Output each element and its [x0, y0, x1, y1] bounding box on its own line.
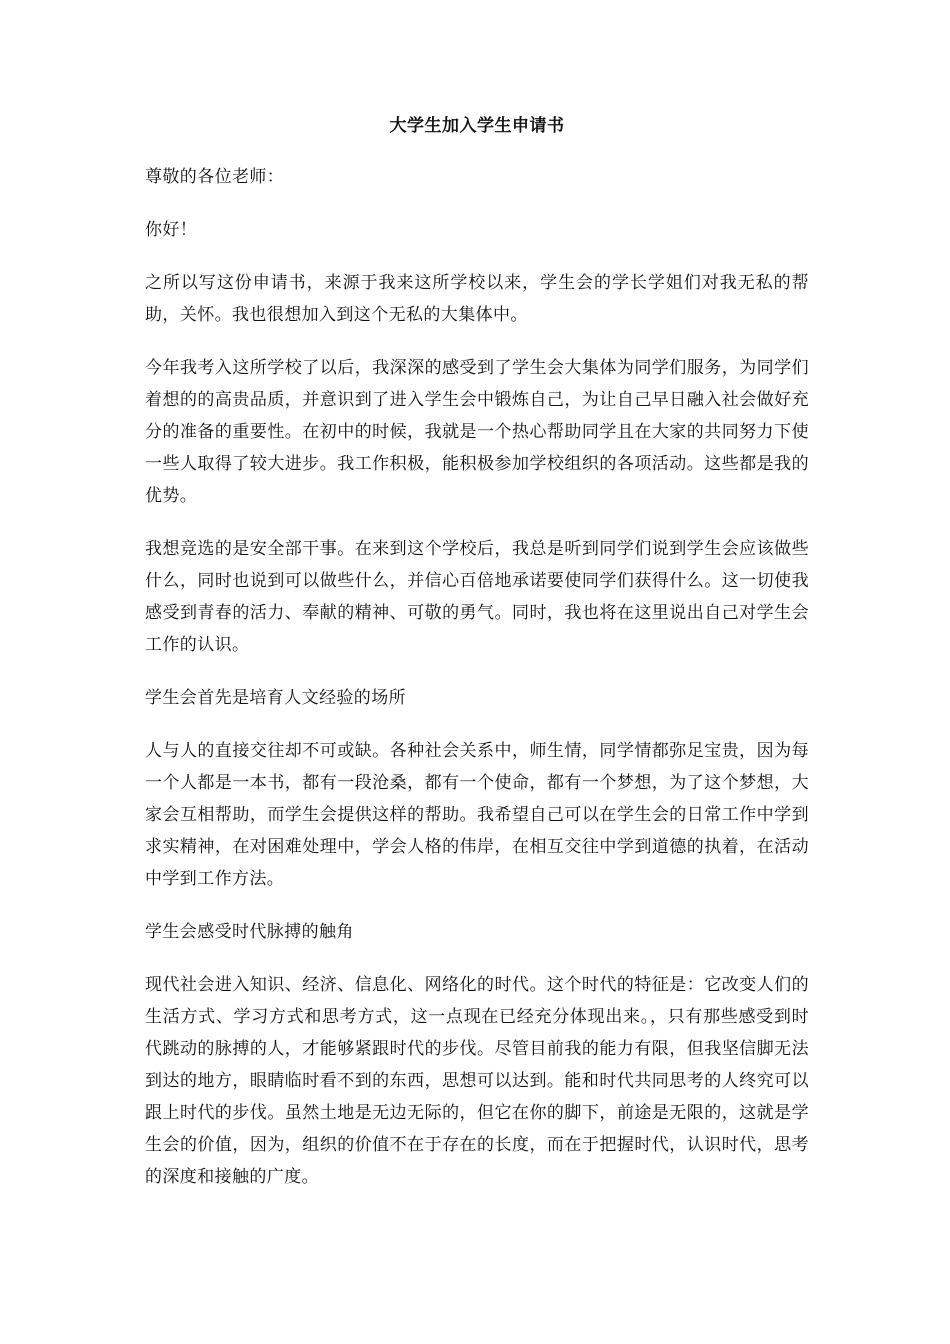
paragraph-experience: 今年我考入这所学校了以后，我深深的感受到了学生会大集体为同学们服务，为同学们着想的的高贵品质，并意识到了进入学生会中锻炼自己，为让自己早日融入社会做好充分的准备的重要性。在初中的时候，我就是一个热心帮助同学且在大家的共同努力下使一些人取得了较大进步。我工作积极，能积极参加学校组织的各项活动。这些都是我的优势。 — [145, 358, 809, 506]
paragraph-times: 现代社会进入知识、经济、信息化、网络化的时代。这个时代的特征是：它改变人们的生活方式、学习方式和思考方式，这一点现在已经充分体现出来。，只有那些感受到时代跳动的脉搏的人，才能够紧跟时代的步伐。尽管目前我的能力有限，但我坚信脚无法到达的地方，眼睛临时看不到的东西，思想可以达到。能和时代共同思考的人终究可以跟上时代的步伐。虽然土地是无边无际的，但它在你的脚下，前途是无限的，这就是学生会的价值，因为，组织的价值不在于存在的长度，而在于把握时代，认识时代，思考的深度和接触的广度。 — [145, 975, 809, 1187]
section-heading-times: 学生会感受时代脉搏的触角 — [145, 922, 354, 942]
document-title: 大学生加入学生申请书 — [389, 116, 565, 136]
document-body — [145, 112, 809, 1214]
paragraph-humanities: 人与人的直接交往却不可或缺。各种社会关系中，师生情，同学情都弥足宝贵，因为每 一个人都是一本书，都有一段沧桑，都有一个使命，都有一个梦想，为了这个梦想，大家会互相帮助，而学生会提供这样的帮助。我希望自己可以在学生会的日常工作中学到求实精神，在对困难处理中，学会人格的伟岸，在相互交往中学到道德的执着，在活动中学到工作方法。 — [145, 741, 809, 889]
paragraph-position: 我想竞选的是安全部干事。在来到这个学校后，我总是听到同学们说到学生会应该做些什么，同时也说到可以做些什么，并信心百倍地承诺要使同学们获得什么。这一切使我感受到青春的活力、奉献的精神、可敬的勇气。同时，我也将在这里说出自己对学生会工作的认识。 — [145, 539, 809, 655]
salutation: 尊敬的各位老师： — [145, 167, 285, 187]
section-heading-humanities: 学生会首先是培育人文经验的场所 — [145, 688, 406, 708]
greeting: 你好！ — [145, 220, 198, 240]
paragraph-reason: 之所以写这份申请书，来源于我来这所学校以来，学生会的学长学姐们对我无私的帮助，关怀。我也很想加入到这个无私的大集体中。 — [145, 273, 809, 325]
